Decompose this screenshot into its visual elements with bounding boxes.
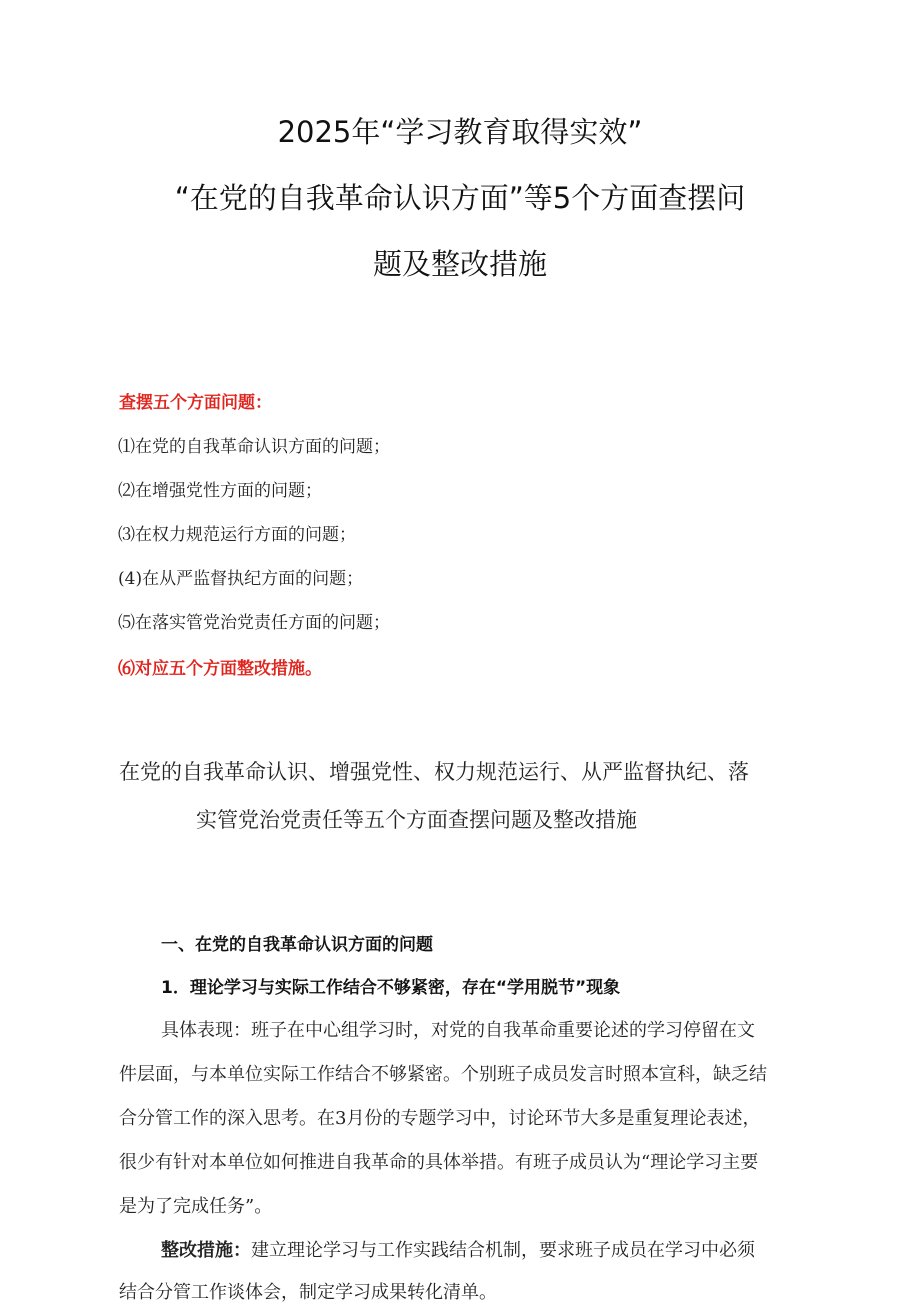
subtitle-line-1: 在党的自我革命认识、增强党性、权力规范运行、从严监督执纪、落	[119, 760, 749, 784]
body-line: 具体表现：班子在中心组学习时，对党的自我革命重要论述的学习停留在文	[161, 1020, 755, 1041]
toc-item: ⑶在权力规范运行方面的问题；	[118, 525, 356, 545]
measure-line-2: 结合分管工作谈体会，制定学习成果转化清单。	[119, 1282, 497, 1303]
measure-label: 整改措施：	[161, 1240, 251, 1261]
body-line: 很少有针对本单位如何推进自我革命的具体举措。有班子成员认为“理论学习主要	[119, 1152, 759, 1173]
toc-item: ⑵在增强党性方面的问题；	[118, 481, 322, 501]
subtitle-line-2: 实管党治党责任等五个方面查摆问题及整改措施	[196, 808, 637, 832]
document-title-line-3: 题及整改措施	[372, 247, 547, 281]
body-line: 件层面，与本单位实际工作结合不够紧密。个别班子成员发言时照本宣科，缺乏结	[119, 1064, 767, 1085]
toc-item: (4)在从严监督执纪方面的问题；	[118, 569, 364, 589]
toc-item: ⑸在落实管党治党责任方面的问题；	[118, 613, 390, 633]
body-line: 合分管工作的深入思考。在3月份的专题学习中，讨论环节大多是重复理论表述，	[119, 1108, 761, 1129]
document-title-line-2: “在党的自我革命认识方面”等5个方面查摆问	[174, 181, 746, 215]
document-title-line-1: 2025年“学习教育取得实效”	[277, 115, 643, 149]
toc-heading: 查摆五个方面问题：	[119, 393, 272, 413]
section-heading: 一、在党的自我革命认识方面的问题	[161, 935, 433, 955]
measure-line-1	[161, 1237, 755, 1265]
body-line: 是为了完成任务”。	[119, 1196, 273, 1217]
toc-item-highlight: ⑹对应五个方面整改措施。	[118, 659, 322, 679]
measure-text: 建立理论学习与工作实践结合机制，要求班子成员在学习中必须	[251, 1240, 755, 1261]
item-heading: 1．理论学习与实际工作结合不够紧密，存在“学用脱节”现象	[161, 978, 621, 998]
toc-item: ⑴在党的自我革命认识方面的问题；	[118, 437, 390, 457]
